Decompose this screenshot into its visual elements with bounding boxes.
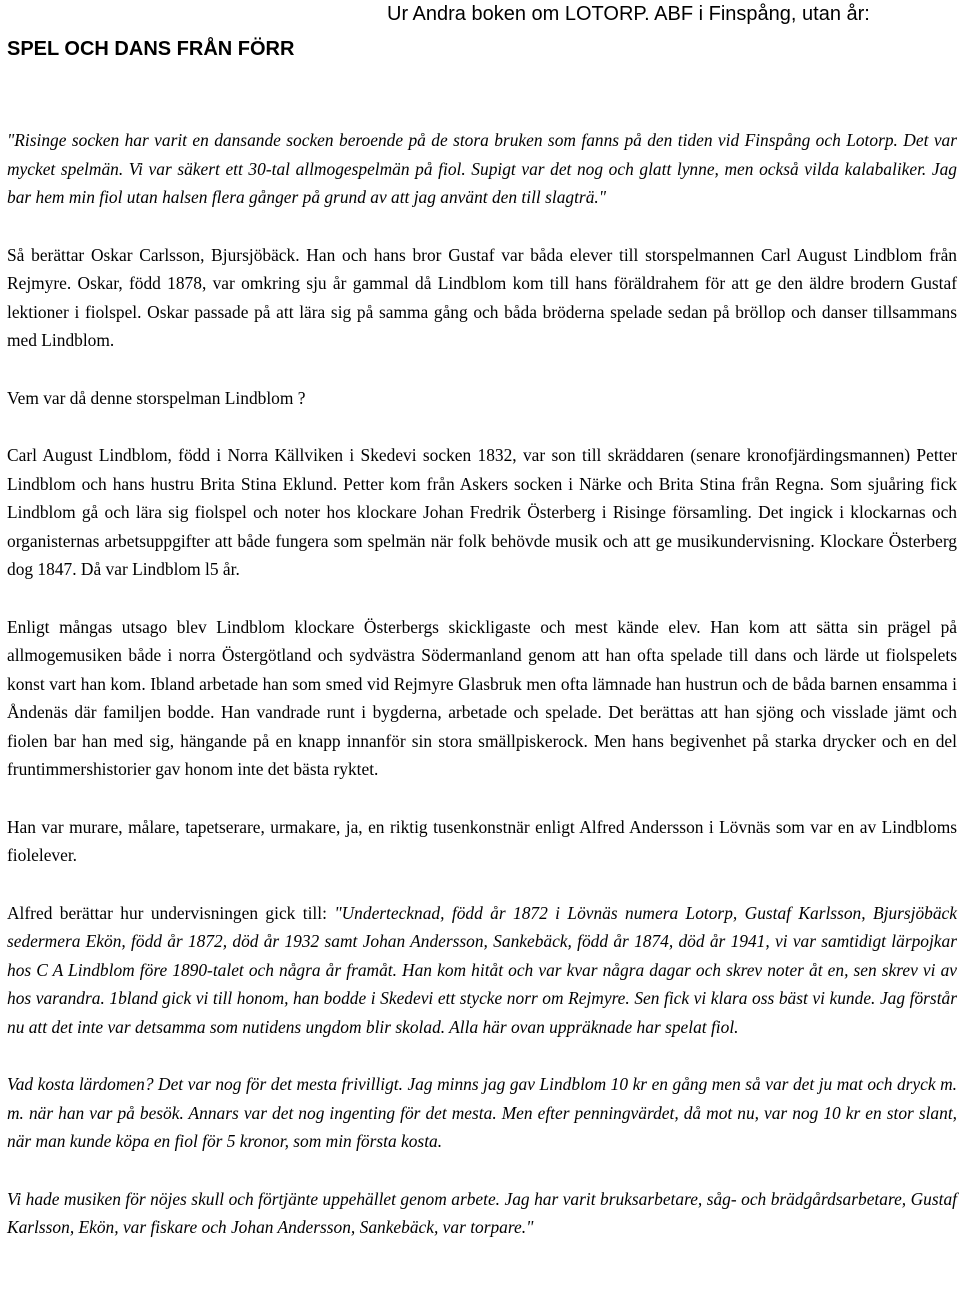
paragraph-oskar-carlsson: Så berättar Oskar Carlsson, Bjursjöbäck. Han och hans bror Gustaf var båda elever till storspelmannen Carl August Lindblom från Rejmyre. Oskar, född 1878, var omkring sju år gammal då Lindblom kom till hans föräldrahem för att ge den äldre brodern Gustaf lektioner i fiolspel. Oskar passade på att lära sig på samma gång och båda bröderna spelade sedan på bröllop och danser tillsammans med Lindblom. (7, 244, 957, 350)
document-title: SPEL OCH DANS FRÅN FÖRR (7, 38, 295, 60)
paragraph-lindblom-biography: Carl August Lindblom, född i Norra Källviken i Skedevi socken 1832, var son till skräddaren (senare kronofjärdingsmannen) Petter Lindblom och hans hustru Brita Stina Eklund. Petter kom från Askers socken i Närke och Brita Stina från Regna. Som sjuåring fick Lindblom gå och lära sig fiolspel och noter hos klockare Johan Fredrik Österberg i Risinge församling. Det ingick i klockarnas och organisternas arbetsuppgifter att både fungera som spelmän när folk behövde musik och att ge musikundervisning. Klockare Österberg dog 1847. Då var Lindblom l5 år. (7, 445, 957, 579)
paragraph-lindblom-reputation: Enligt mångas utsago blev Lindblom klockare Österbergs skickligaste och mest kände elev. Han kom att sätta sin prägel på allmogemusiken både i norra Östergötland och sydvästra Södermanland genom att han ofta spelade till dans och lärde ut fiolspelets konst vart han kom. Ibland arbetade han som smed vid Rejmyre Glasbruk men ofta lämnade han hustrun och de båda barnen ensamma i Åndenäs där familjen bodde. Han vandrade runt i bygderna, arbetade och spelade. Det berättas att han sjöng och visslade jämt och fiolen bar han med sig, hängande på en knapp innanför sin stora smällpiskerock. Men hans begivenhet på starka drycker och en del fruntimmershistorier gav honom inte det bästa ryktet. (7, 616, 957, 779)
paragraph-music-for-pleasure: Vi hade musiken för nöjes skull och förtjänte uppehället genom arbete. Jag har varit bruksarbetare, såg- och brädgårdsarbetare, Gustaf Karlsson, Ekön, var fiskare och Johan Andersson, Sankebäck, var torpare." (7, 1188, 957, 1237)
paragraph-quote-intro: "Risinge socken har varit en dansande socken beroende på de stora bruken som fanns på den tiden vid Finspång och Lotorp. Det var mycket spelmän. Vi var säkert ett 30-tal allmogespelmän på fiol. Supigt var det nog och glatt lynne, men också vilda kalabaliker. Jag bar hem min fiol utan halsen flera gånger på grund av att jag använt den till slagträ." (7, 130, 957, 207)
paragraph-alfred-lead: Alfred berättar hur undervisningen gick till: (7, 902, 335, 923)
source-reference: Ur Andra boken om LOTORP. ABF i Finspång, utan år: (387, 3, 870, 25)
paragraph-lesson-cost: Vad kosta lärdomen? Det var nog för det mesta frivilligt. Jag minns jag gav Lindblom 10 kr en gång men så var det ju mat och dryck m. m. när han var på besök. Annars var det nog ingenting för det mesta. Men efter penningvärdet, då mot nu, var nog 10 kr en stor slant, när man kunde köpa en fiol för 5 kronor, som min första kosta. (7, 1074, 957, 1151)
paragraph-question: Vem var då denne storspelman Lindblom ? (7, 387, 306, 408)
paragraph-tusenkonstnar: Han var murare, målare, tapetserare, urmakare, ja, en riktig tusenkonstnär enligt Alfred Andersson i Lövnäs som var en av Lindbloms fiolelever. (7, 816, 957, 865)
document-body (7, 126, 957, 1271)
paragraph-alfred-account (7, 899, 957, 1042)
paragraph-alfred-quote: "Undertecknad, född år 1872 i Lövnäs numera Lotorp, Gustaf Karlsson, Bjursjöbäck sedermera Ekön, född år 1872, död år 1932 samt Johan Andersson, Sankebäck, född år 1874, död år 1941, vi var samtidigt lärpojkar hos C A Lindblom före 1890-talet och några år framåt. Han kom hitåt och var kvar några dagar och skrev noter åt en, sen skrev vi av hos varandra. 1bland gick vi till honom, han bodde i Skedevi ett stycke norr om Rejmyre. Sen fick vi klara oss bäst vi kunde. Jag förstår nu att det inte var detsamma som nutidens ungdom blir skolad. Alla här ovan uppräknade har spelat fiol. (7, 902, 957, 1037)
